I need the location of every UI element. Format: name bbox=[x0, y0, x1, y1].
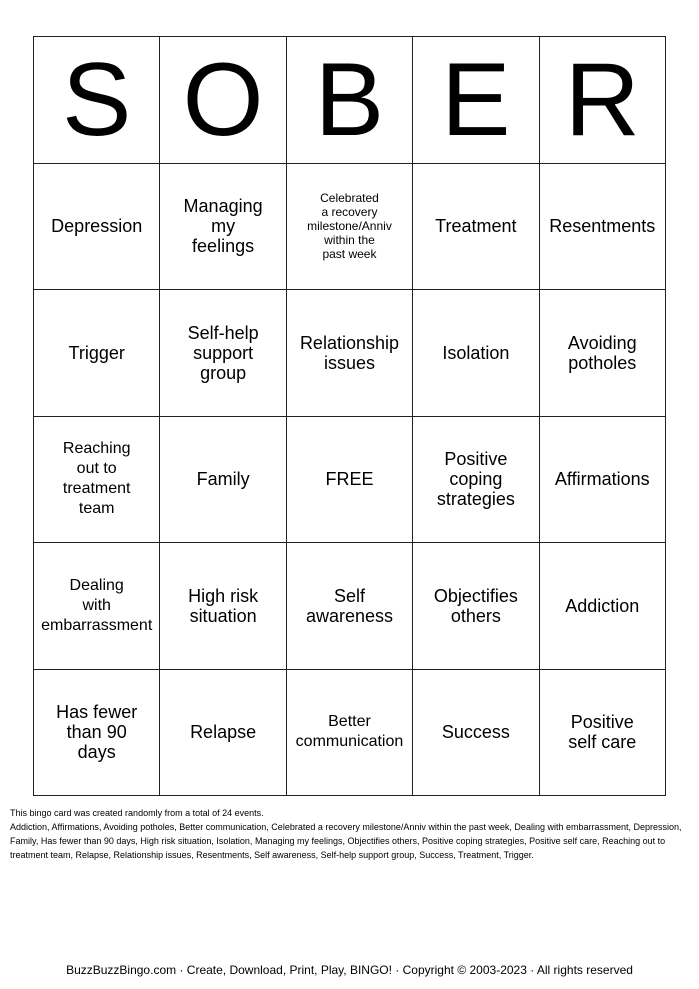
card-row bbox=[34, 416, 666, 543]
bingo-cell bbox=[160, 669, 286, 796]
notes-event-list: Addiction, Affirmations, Avoiding potholes, Better communication, Celebrated a recovery milestone/Anniv within the past week, Dealing with embarrassment, Depression, Family, Has fewer than 90 days, High risk situation, Isolation, Managing my feelings, Objectifies others, Positive coping strategies, Positive self care, Reaching out to treatment team, Relapse, Relationship issues, Resentments, Self awareness, Self-help support group, Success, Treatment, Trigger. bbox=[10, 822, 682, 860]
bingo-cell-text: Isolation bbox=[442, 342, 510, 363]
header-letter-r: R bbox=[539, 37, 665, 164]
bingo-cell bbox=[34, 290, 160, 417]
bingo-cell-text: Affirmations bbox=[554, 469, 650, 490]
bingo-cell bbox=[160, 416, 286, 543]
bingo-cell-text: Relapse bbox=[190, 722, 257, 743]
bingo-cell-text: Better communication bbox=[295, 713, 404, 751]
bingo-cell-text: Success bbox=[441, 722, 510, 743]
header-letter-b: B bbox=[286, 37, 412, 164]
bingo-cell-text: Objectifies others bbox=[433, 585, 518, 626]
bingo-cell-text: Resentments bbox=[549, 216, 656, 237]
bingo-cell-text: Depression bbox=[51, 216, 143, 237]
bingo-cell bbox=[286, 416, 412, 543]
bingo-cell bbox=[286, 163, 412, 290]
bingo-cell bbox=[160, 543, 286, 670]
notes-intro: This bingo card was created randomly from a total of 24 events. bbox=[10, 808, 264, 818]
bingo-cell-text: Trigger bbox=[68, 342, 125, 363]
bingo-cell-text: Reaching out to treatment team bbox=[62, 440, 131, 518]
bingo-cell bbox=[539, 669, 665, 796]
bingo-cell-text: Addiction bbox=[565, 595, 640, 616]
bingo-cell bbox=[34, 543, 160, 670]
bingo-cell bbox=[413, 416, 539, 543]
card-row bbox=[34, 163, 666, 290]
bingo-cell-text: Self-help support group bbox=[187, 322, 259, 383]
bingo-cell bbox=[413, 290, 539, 417]
bingo-cell-text: Treatment bbox=[435, 216, 517, 237]
bingo-cell-text: Self awareness bbox=[305, 585, 393, 626]
bingo-cell-text: Positive coping strategies bbox=[436, 449, 515, 510]
card-row bbox=[34, 543, 666, 670]
bingo-cell-text: Dealing with embarrassment bbox=[41, 576, 153, 634]
header-letter-o: O bbox=[160, 37, 286, 164]
bingo-cell bbox=[286, 669, 412, 796]
bingo-cell-text: Relationship issues bbox=[299, 332, 399, 373]
bingo-cell-text: Family bbox=[196, 469, 250, 490]
bingo-cell bbox=[413, 543, 539, 670]
header-letter-e: E bbox=[413, 37, 539, 164]
bingo-cell-text: Has fewer than 90 days bbox=[56, 702, 138, 763]
bingo-cell bbox=[160, 290, 286, 417]
bingo-cell-text: Celebrated a recovery milestone/Anniv within the past week bbox=[307, 191, 392, 262]
bingo-cell-text: Avoiding potholes bbox=[567, 332, 637, 373]
card-row bbox=[34, 290, 666, 417]
site-footer: BuzzBuzzBingo.com · Create, Download, Print, Play, BINGO! · Copyright © 2003-2023 · All rights reserved bbox=[66, 963, 633, 977]
bingo-card bbox=[33, 36, 666, 796]
bingo-cell bbox=[34, 669, 160, 796]
bingo-cell bbox=[539, 543, 665, 670]
bingo-cell-text: FREE bbox=[325, 469, 374, 490]
bingo-cell-text: Positive self care bbox=[568, 712, 637, 753]
header-row bbox=[34, 37, 666, 164]
bingo-cell bbox=[413, 163, 539, 290]
card-notes bbox=[10, 806, 685, 862]
bingo-cell bbox=[160, 163, 286, 290]
bingo-cell bbox=[286, 290, 412, 417]
bingo-cell-text: High risk situation bbox=[188, 585, 259, 626]
bingo-cell bbox=[539, 163, 665, 290]
bingo-cell bbox=[34, 416, 160, 543]
bingo-cell-text: Managing my feelings bbox=[183, 196, 263, 257]
bingo-cell bbox=[539, 290, 665, 417]
bingo-cell bbox=[286, 543, 412, 670]
bingo-cell bbox=[413, 669, 539, 796]
bingo-cell bbox=[539, 416, 665, 543]
header-letter-s: S bbox=[34, 37, 160, 164]
card-row bbox=[34, 669, 666, 796]
bingo-cell bbox=[34, 163, 160, 290]
